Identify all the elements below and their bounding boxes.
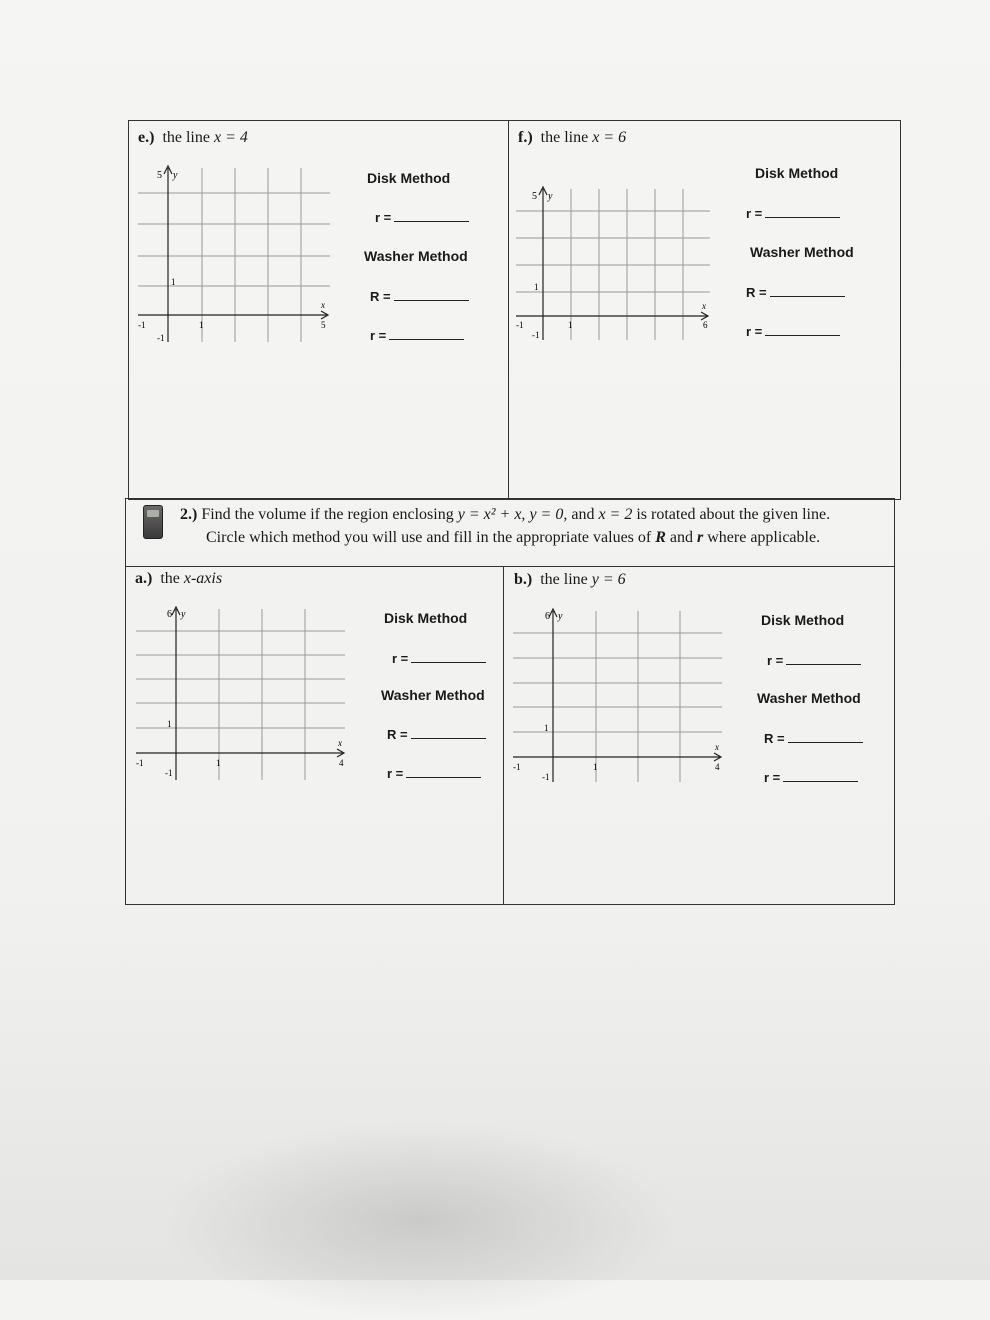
part-b-R-label: R =	[764, 731, 785, 746]
part-f-r-label: r =	[746, 206, 763, 221]
part-b-r-blank[interactable]	[786, 652, 861, 665]
graph-b	[510, 605, 725, 785]
part-e-r-field[interactable]	[375, 209, 469, 225]
part-e-R-label: R =	[370, 289, 391, 304]
part-e-washer-method[interactable]: Washer Method	[364, 248, 468, 264]
graph-e-xaxis-label: x	[321, 300, 325, 310]
graph-a	[133, 603, 348, 783]
part-a-r-label: r =	[392, 651, 409, 666]
part-a-r2-label: r =	[387, 766, 404, 781]
part-b-label	[514, 571, 626, 589]
part-f-r-field[interactable]	[746, 205, 840, 221]
part-e-r2-field[interactable]	[370, 327, 464, 343]
graph-e-one-y: 1	[171, 277, 176, 287]
graph-b-grid	[513, 611, 722, 782]
graph-e-neg-x: -1	[138, 320, 146, 330]
problem-2-text-4: where applicable.	[707, 529, 821, 546]
graph-a-ytop: 6	[167, 609, 172, 620]
graph-f-one-x: 1	[568, 320, 573, 330]
graph-f-yaxis-label: y	[548, 191, 553, 202]
part-e-letter: e.)	[138, 129, 155, 146]
part-a-equation: x-axis	[183, 570, 223, 587]
top-table-divider	[508, 120, 509, 500]
part-f-R-blank[interactable]	[770, 284, 845, 297]
problem-2-text-2: is rotated about the given line.	[636, 506, 831, 523]
part-f-r2-blank[interactable]	[765, 323, 840, 336]
graph-a-xaxis-label: x	[338, 738, 342, 748]
part-a-r2-blank[interactable]	[406, 765, 481, 778]
part-a-washer-method[interactable]: Washer Method	[381, 687, 485, 703]
part-e-disk-method[interactable]: Disk Method	[367, 170, 451, 186]
part-a-label	[135, 570, 222, 588]
graph-a-grid	[136, 609, 345, 780]
graph-a-xmax: 4	[339, 758, 344, 768]
problem-2-line-1	[180, 504, 830, 526]
graph-e-grid	[138, 168, 330, 342]
graph-b-neg-x: -1	[513, 762, 521, 772]
graph-f-grid	[516, 189, 710, 340]
bottom-table-divider	[503, 566, 504, 905]
graph-f-xmax: 6	[703, 320, 708, 330]
graph-f-neg-y: -1	[532, 330, 540, 340]
problem-2-text-3: Circle which method you will use and fill in the appropriate values of	[206, 529, 652, 546]
graph-f-ytop: 5	[532, 191, 537, 202]
graph-e-one-x: 1	[199, 320, 204, 330]
part-b-R-field[interactable]	[764, 730, 863, 746]
graph-e-yaxis-label: y	[173, 170, 178, 181]
part-f-equation: x = 6	[592, 129, 627, 146]
graph-e-ytop: 5	[157, 170, 162, 181]
graph-b-xaxis-label: x	[715, 742, 719, 752]
part-b-r-field[interactable]	[767, 652, 861, 668]
problem-2-eq-3: x = 2	[598, 506, 633, 523]
problem-2-and: and	[571, 506, 595, 523]
graph-b-yaxis-label: y	[558, 611, 563, 622]
part-b-equation: y = 6	[591, 571, 626, 588]
graph-b-neg-y: -1	[542, 772, 550, 782]
part-f-R-field[interactable]	[746, 284, 845, 300]
part-a-text: the	[160, 570, 180, 587]
part-a-r2-field[interactable]	[387, 765, 481, 781]
part-e-R-field[interactable]	[370, 288, 469, 304]
part-b-disk-method[interactable]: Disk Method	[761, 612, 845, 628]
part-b-r2-field[interactable]	[764, 769, 858, 785]
part-e-text: the line	[162, 129, 210, 146]
part-e-r2-blank[interactable]	[389, 327, 464, 340]
graph-e-neg-y: -1	[157, 333, 165, 343]
problem-2-text-1: Find the volume if the region enclosing	[201, 506, 454, 523]
problem-2-r: r	[697, 529, 704, 546]
graph-b-xmax: 4	[715, 762, 720, 772]
part-e-r-label: r =	[375, 210, 392, 225]
bottom-table-header-rule	[125, 566, 895, 567]
graph-b-ytop: 6	[545, 611, 550, 622]
part-a-letter: a.)	[135, 570, 153, 587]
part-f-R-label: R =	[746, 285, 767, 300]
graph-a-one-x: 1	[216, 758, 221, 768]
graph-e-xmax: 5	[321, 320, 326, 330]
part-a-R-blank[interactable]	[411, 726, 486, 739]
part-e-r2-label: r =	[370, 328, 387, 343]
part-a-disk-method[interactable]: Disk Method	[384, 610, 468, 626]
part-e-R-blank[interactable]	[394, 288, 469, 301]
problem-2-line-2	[206, 527, 820, 549]
graph-f-xaxis-label: x	[702, 301, 706, 311]
part-e-label	[138, 129, 248, 147]
part-f-r2-field[interactable]	[746, 323, 840, 339]
part-b-text: the line	[540, 571, 588, 588]
part-b-r2-blank[interactable]	[783, 769, 858, 782]
part-b-letter: b.)	[514, 571, 533, 588]
part-a-r-field[interactable]	[392, 650, 486, 666]
part-b-washer-method[interactable]: Washer Method	[757, 690, 861, 706]
part-f-label	[518, 129, 626, 147]
problem-2-eq-1: y = x² + x,	[457, 506, 526, 523]
part-a-r-blank[interactable]	[411, 650, 486, 663]
part-e-equation: x = 4	[213, 129, 248, 146]
graph-b-one-y: 1	[544, 723, 549, 733]
part-e-r-blank[interactable]	[394, 209, 469, 222]
part-b-r2-label: r =	[764, 770, 781, 785]
part-a-R-label: R =	[387, 727, 408, 742]
graph-e	[135, 160, 335, 345]
graph-a-one-y: 1	[167, 719, 172, 729]
part-f-text: the line	[540, 129, 589, 146]
part-f-washer-method[interactable]: Washer Method	[750, 244, 854, 260]
photo-shadow	[160, 1120, 680, 1320]
problem-2-number: 2.)	[180, 506, 198, 523]
graph-f-one-y: 1	[534, 282, 539, 292]
graph-a-neg-x: -1	[136, 758, 144, 768]
graph-f-neg-x: -1	[516, 320, 524, 330]
part-b-r-label: r =	[767, 653, 784, 668]
problem-2-R: R	[655, 529, 666, 546]
part-a-R-field[interactable]	[387, 726, 486, 742]
problem-2-eq-2: y = 0,	[529, 506, 568, 523]
part-b-R-blank[interactable]	[788, 730, 863, 743]
part-f-r2-label: r =	[746, 324, 763, 339]
graph-a-yaxis-label: y	[181, 609, 186, 620]
graph-a-neg-y: -1	[165, 768, 173, 778]
graph-b-one-x: 1	[593, 762, 598, 772]
calculator-icon	[143, 505, 163, 539]
part-f-r-blank[interactable]	[765, 205, 840, 218]
part-f-letter: f.)	[518, 129, 533, 146]
part-f-disk-method[interactable]: Disk Method	[755, 165, 839, 181]
graph-f	[513, 183, 713, 343]
problem-2-and-2: and	[669, 529, 693, 546]
